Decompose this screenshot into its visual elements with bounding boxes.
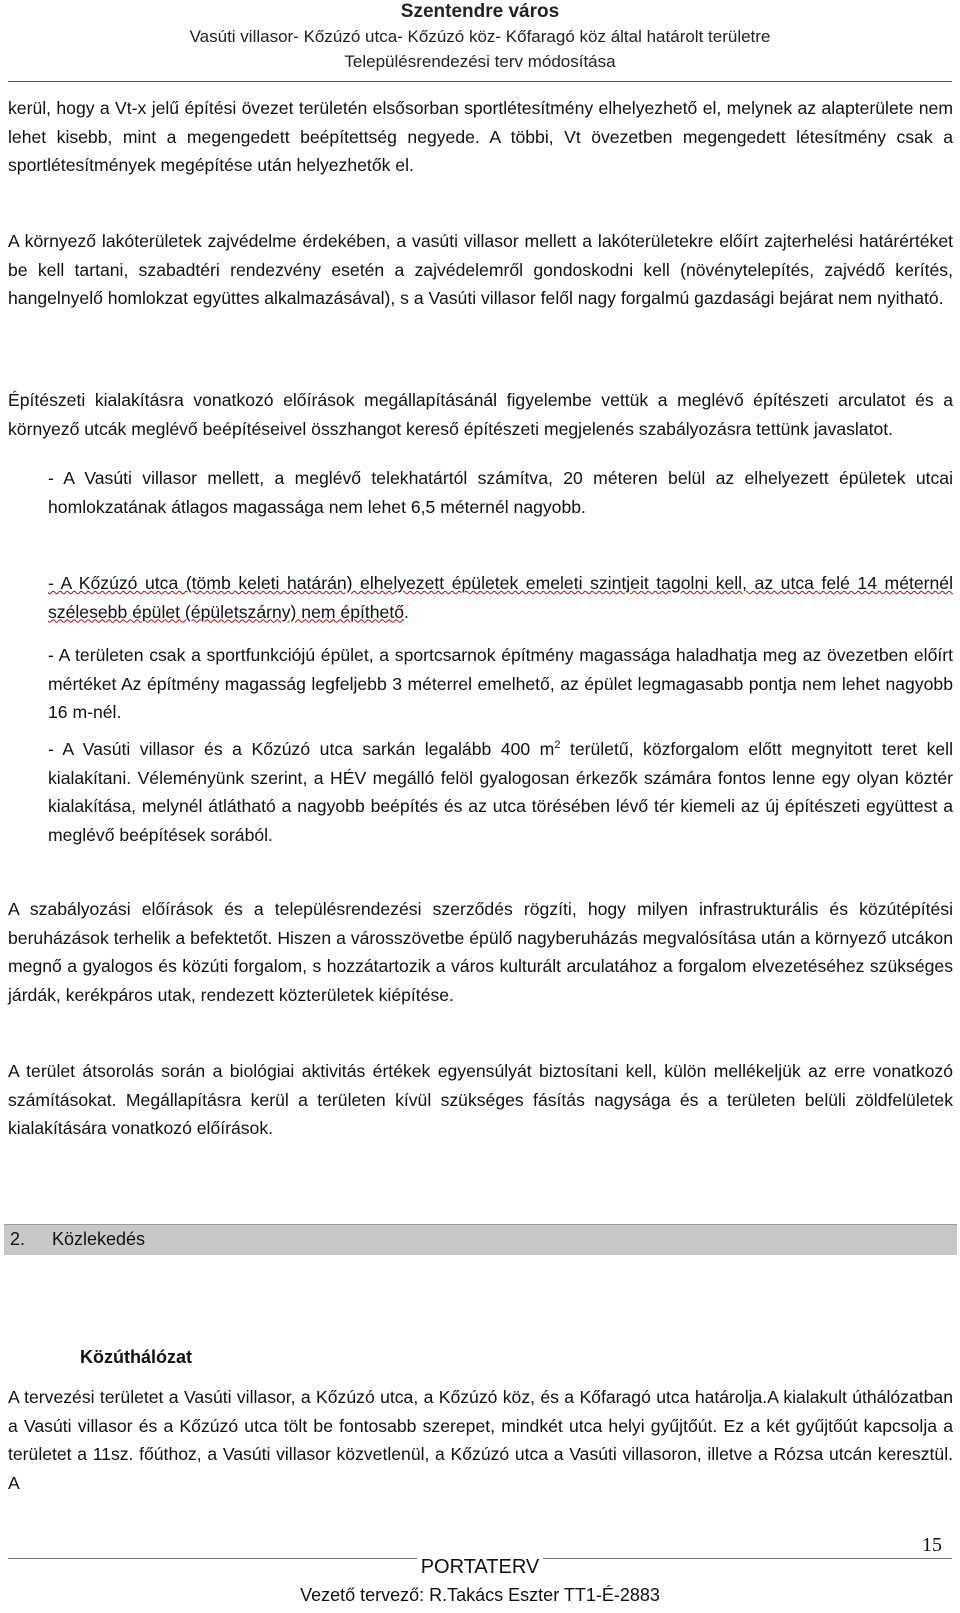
paragraph-sport-facility: kerül, hogy a Vt-x jelű építési övezet területén elsősorban sportlétesítmény elhelyezhető el, melynek az alapterülete nem lehet kisebb, mint a megengedett beépítettség negyede. A többi, Vt övezetben megengedett létesítmény csak a sportlétesítmények megépítése után helyezhetők el. <box>8 98 953 175</box>
footer-designer: Vezető tervező: R.Takács Eszter TT1-É-2883 <box>300 1585 660 1605</box>
paragraph-noise-protection: A környező lakóterületek zajvédelme érdekében, a vasúti villasor mellett a lakóterületekre előírt zajterhelési határértéket be kell tartani, szabadtéri rendezvény esetén a zajvédelemről gondoskodni kell (növénytelepítés, zajvédő kerítés, hangelnyelő homlokzat együttes alkalmazásával), s a Vasúti villasor felől nagy forgalmú gazdasági bejárat nem nyitható. <box>8 231 953 308</box>
section-number: 2. <box>10 1229 26 1249</box>
subheading-road-network: Közúthálózat <box>80 1347 192 1367</box>
list-item-period: . <box>404 601 409 622</box>
footer-company-name: PORTATERV <box>417 1556 544 1578</box>
list-item-text: - A Kőzúzó utca (tömb keleti határán) elhelyezett épületek emeleti szintjeit tagolni kell, az utca felé 14 méternél szélesebb épület (épületszárny) nem építhető <box>48 573 953 622</box>
list-item-height-limit: - A Vasúti villasor mellett, a meglévő telekhatártól számítva, 20 méteren belül az elhelyezett épületek utcai homlokzatának átlagos magassága nem lehet 6,5 méternél nagyobb. <box>48 468 953 517</box>
paragraph-biological-activity: A terület átsorolás során a biológiai aktivitás értékek egyensúlyát biztosítani kell, külön mellékeljük az erre vonatkozó számításokat. Megállapításra kerül a területen kívül szükséges fásítás nagysága és a területen belüli zöldfelületek kialakítására vonatkozó előírások. <box>8 1061 953 1138</box>
paragraph-architecture: Építészeti kialakításra vonatkozó előírások megállapításánál figyelembe vettük a meglévő építészeti arculatot és a környező utcák meglévő beépítéseivel összhangot kereső építészeti megjelenés szabályozásra tettünk javaslatot. <box>8 390 953 439</box>
section-title: Közlekedés <box>52 1229 146 1249</box>
list-item-sport-hall: - A területen csak a sportfunkciójú épület, a sportcsarnok építmény magassága haladhatja meg az övezetben előírt mértéket Az építmény magasság legfeljebb 3 méterrel emelhető, az épület legmagasabb pontja nem lehet nagyobb 16 m-nél. <box>48 645 953 722</box>
list-item-public-square <box>48 735 953 849</box>
header-doc-type: Településrendezési terv módosítása <box>344 52 616 71</box>
header-city: Szentendre város <box>400 1 560 22</box>
header-subtitle: Vasúti villasor- Kőzúzó utca- Kőzúzó köz- Kőfaragó köz által határolt területre <box>189 27 771 46</box>
page-number: 15 <box>922 1534 942 1556</box>
section-heading-bar <box>4 1224 957 1255</box>
footer-company <box>0 1556 960 1579</box>
paragraph-infrastructure: A szabályozási előírások és a településrendezési szerződés rögzíti, hogy milyen infrastrukturális és közútépítési beruházások terhelik a befektetőt. Hiszen a városszövetbe épülő nagyberuházás megvalósítása után a környező utcákon megnő a gyalogos és közúti forgalom, s hozzátartozik a város kulturált arculatához a forgalom elvezetéséhez szükséges járdák, kerékpáros utak, rendezett közterületek kiépítése. <box>8 899 953 1005</box>
list-item-text-start: - A Vasúti villasor és a Kőzúzó utca sarkán legalább 400 m <box>48 739 555 759</box>
list-item-kozuzo-street <box>48 569 953 626</box>
paragraph-road-network: A tervezési területet a Vasúti villasor, a Kőzúzó utca, a Kőzúzó köz, és a Kőfaragó utca határolja.A kialakult úthálózatban a Vasúti villasor és a Kőzúzó utca tölt be fontosabb szerepet, mindkét utca helyi gyűjtőút. Ez a két gyűjtőút kapcsolja a területet a 11sz. főúthoz, a Vasúti villasor közvetlenül, a Kőzúzó utca a Vasúti villasoron, illetve a Rózsa utcán keresztül. A <box>8 1387 953 1493</box>
list-item-text-rest: területű, közforgalom előtt megnyitott teret kell kialakítani. Véleményünk szerint, a HÉV megálló felöl gyalogosan érkezők számára fontos lenne egy olyan köztér kialakítása, melynél átlátható a nagyobb beépítés és az utca törésében lévő tér kiemeli az új építészeti együttest a meglévő beépítések sorából. <box>48 739 953 845</box>
page-header <box>0 0 960 74</box>
superscript: 2 <box>554 739 561 752</box>
header-divider <box>8 81 952 82</box>
